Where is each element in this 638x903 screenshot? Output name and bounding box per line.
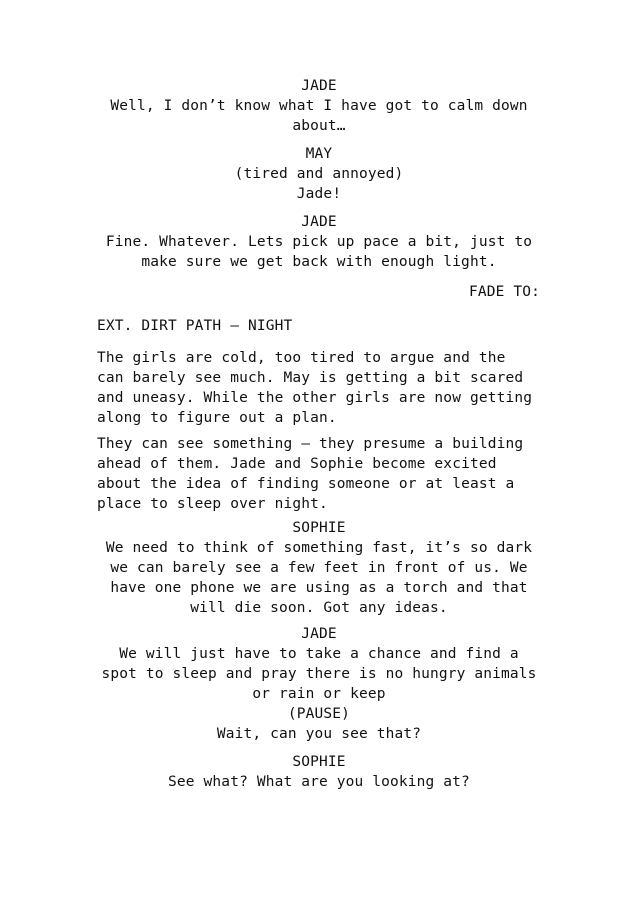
character-name: JADE <box>301 78 337 94</box>
dialogue-line: about… <box>292 118 346 134</box>
action-line: about the idea of finding someone or at least a <box>97 476 515 492</box>
character-name: SOPHIE <box>292 754 346 770</box>
character-name: JADE <box>301 626 337 642</box>
parenthetical: (tired and annoyed) <box>234 166 404 182</box>
dialogue-line: have one phone we are using as a torch and that <box>110 580 528 596</box>
action-line: place to sleep over night. <box>97 496 328 512</box>
character-name: MAY <box>305 146 333 162</box>
dialogue-line: See what? What are you looking at? <box>168 774 470 790</box>
action-line: along to figure out a plan. <box>97 410 337 426</box>
action-line: and uneasy. While the other girls are now getting <box>97 390 533 406</box>
dialogue-line: will die soon. Got any ideas. <box>190 600 448 616</box>
character-name: JADE <box>301 214 337 230</box>
dialogue-line: make sure we get back with enough light. <box>141 254 497 270</box>
dialogue-line: or rain or keep <box>252 686 386 702</box>
dialogue-line: Well, I don’t know what I have got to calm down <box>110 98 528 114</box>
action-line: They can see something – they presume a building <box>97 436 524 452</box>
dialogue-line: Jade! <box>296 186 342 202</box>
dialogue-line: Wait, can you see that? <box>216 726 422 742</box>
transition: FADE TO: <box>468 284 540 300</box>
dialogue-line: spot to sleep and pray there is no hungry animals <box>101 666 537 682</box>
character-name: SOPHIE <box>292 520 346 536</box>
parenthetical: (PAUSE) <box>287 706 351 722</box>
scene-heading: EXT. DIRT PATH – NIGHT <box>97 318 293 334</box>
action-line: ahead of them. Jade and Sophie become excited <box>97 456 497 472</box>
dialogue-line: we can barely see a few feet in front of us. We <box>110 560 528 576</box>
action-line: can barely see much. May is getting a bit scared <box>97 370 524 386</box>
dialogue-line: Fine. Whatever. Lets pick up pace a bit, just to <box>105 234 533 250</box>
dialogue-line: We need to think of something fast, it’s so dark <box>105 540 533 556</box>
action-line: The girls are cold, too tired to argue and the <box>97 350 506 366</box>
dialogue-line: We will just have to take a chance and find a <box>119 646 519 662</box>
